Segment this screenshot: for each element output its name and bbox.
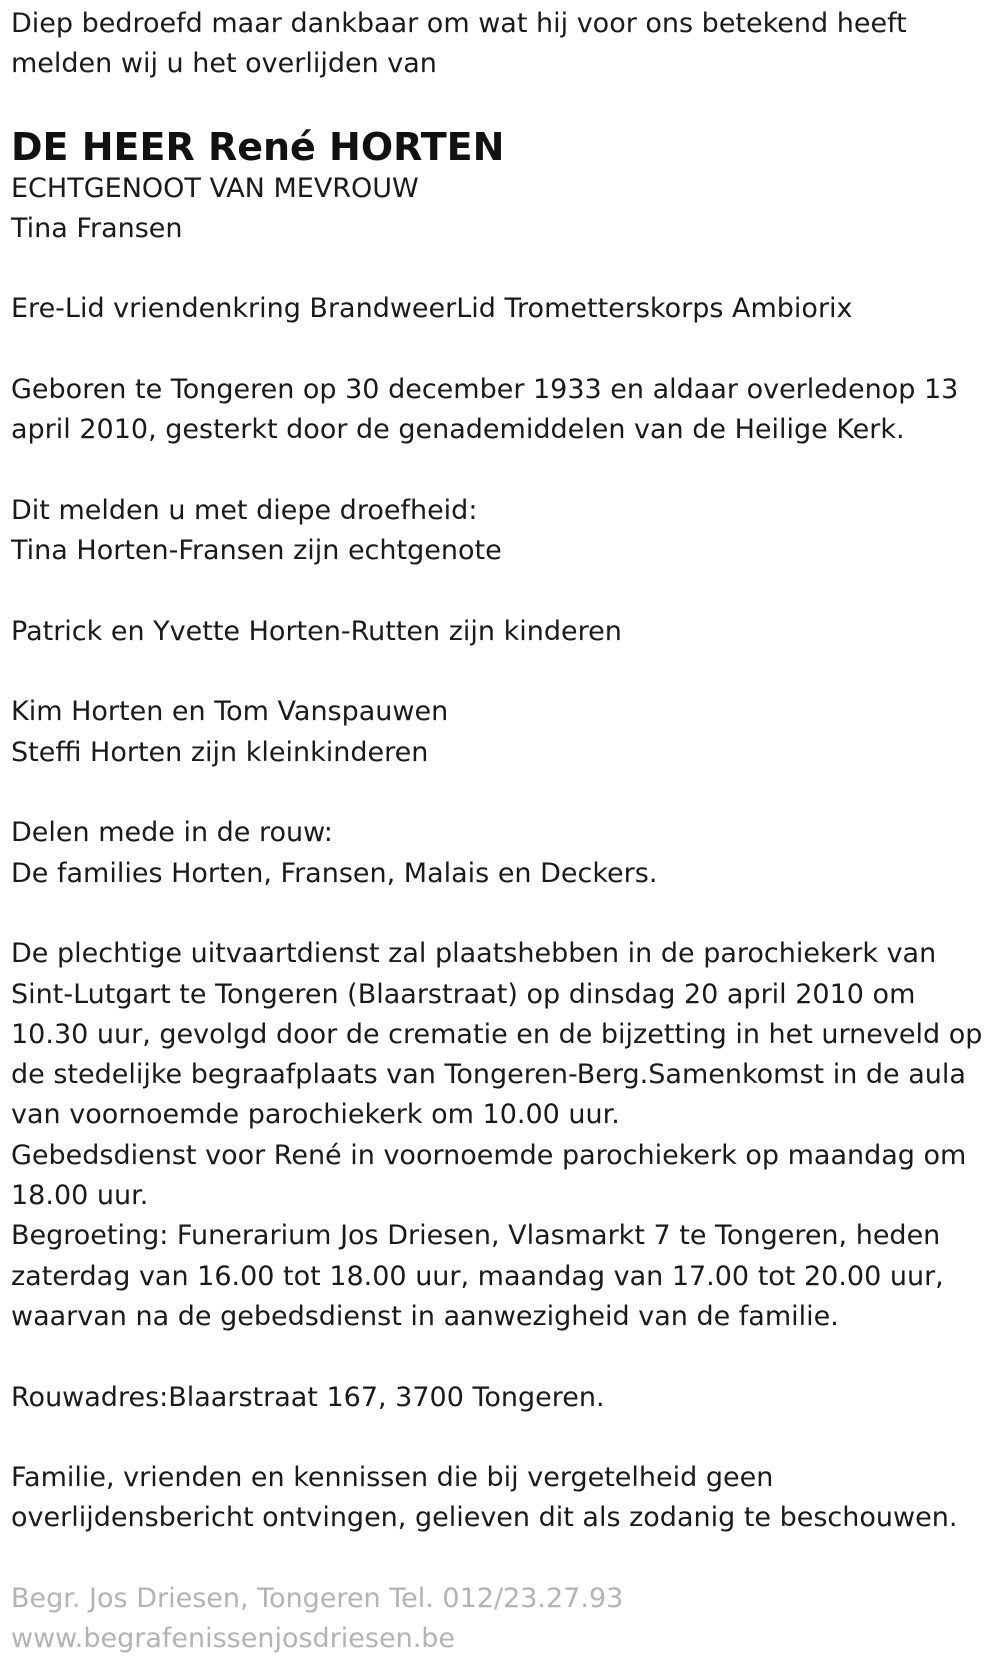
spouse-name: Tina Fransen — [11, 212, 183, 244]
birth-death-text: Geboren te Tongeren op 30 december 1933 en aldaar overledenop 13 april 2010, gesterkt door de genademiddelen van de Heilige Kerk. — [11, 374, 959, 446]
website-link[interactable]: www.begrafenissenjosdriesen.be — [11, 1623, 456, 1655]
relation-title: ECHTGENOOT VAN MEVROUW — [11, 172, 419, 204]
spacer — [11, 1539, 986, 1579]
announcer-grandchildren: Kim Horten en Tom Vanspauwen Steffi Horten zijn kleinkinderen — [11, 696, 449, 768]
honorary-membership: Ere-Lid vriendenkring BrandweerLid Trometterskorps Ambiorix — [11, 293, 853, 325]
spacer — [11, 773, 986, 813]
announcers-intro: Dit melden u met diepe droefheid: — [11, 494, 478, 526]
deceased-name: DE HEER René HORTEN — [11, 124, 505, 169]
closing-text: Familie, vrienden en kennissen die bij vergetelheid geen overlijdensbericht ontvingen, gelieven dit als zodanig te beschouwen. — [11, 1462, 958, 1534]
spacer — [11, 652, 986, 692]
spacer — [11, 572, 986, 612]
spacer — [11, 894, 986, 934]
announcer-spouse: Tina Horten-Fransen zijn echtgenote — [11, 535, 502, 567]
spacer — [11, 451, 986, 491]
spacer — [11, 249, 986, 289]
death-notice — [11, 4, 986, 1660]
spacer — [11, 1418, 986, 1458]
spacer — [11, 1337, 986, 1377]
announcer-children: Patrick en Yvette Horten-Rutten zijn kinderen — [11, 615, 622, 647]
intro-text: Diep bedroefd maar dankbaar om wat hij voor ons betekend heeft melden wij u het overlijden van — [11, 8, 907, 80]
mourning-families: De families Horten, Fransen, Malais en Deckers. — [11, 857, 658, 889]
mourning-address: Rouwadres:Blaarstraat 167, 3700 Tongeren. — [11, 1381, 605, 1413]
spacer — [11, 330, 986, 370]
mourning-intro: Delen mede in de rouw: — [11, 817, 333, 849]
funeral-home-info: Begr. Jos Driesen, Tongeren Tel. 012/23.27.93 — [11, 1582, 624, 1614]
ceremony-details: De plechtige uitvaartdienst zal plaatshebben in de parochiekerk van Sint-Lutgart te Tongeren (Blaarstraat) op dinsdag 20 april 2010 om 10.30 uur, gevolgd door de crematie en de bijzetting in het urneveld op de stedelijke begraafplaats van Tongeren-Berg.Samenkomst in de aula van voornoemde parochiekerk om 10.00 uur. Gebedsdienst voor René in voornoemde parochiekerk op maandag om 18.00 uur. Begroeting: Funerarium Jos Driesen, Vlasmarkt 7 te Tongeren, heden zaterdag van 16.00 tot 18.00 uur, maandag van 17.00 tot 20.00 uur, waarvan na de gebedsdienst in aanwezigheid van de familie. — [11, 938, 983, 1332]
deceased-block — [11, 125, 986, 250]
